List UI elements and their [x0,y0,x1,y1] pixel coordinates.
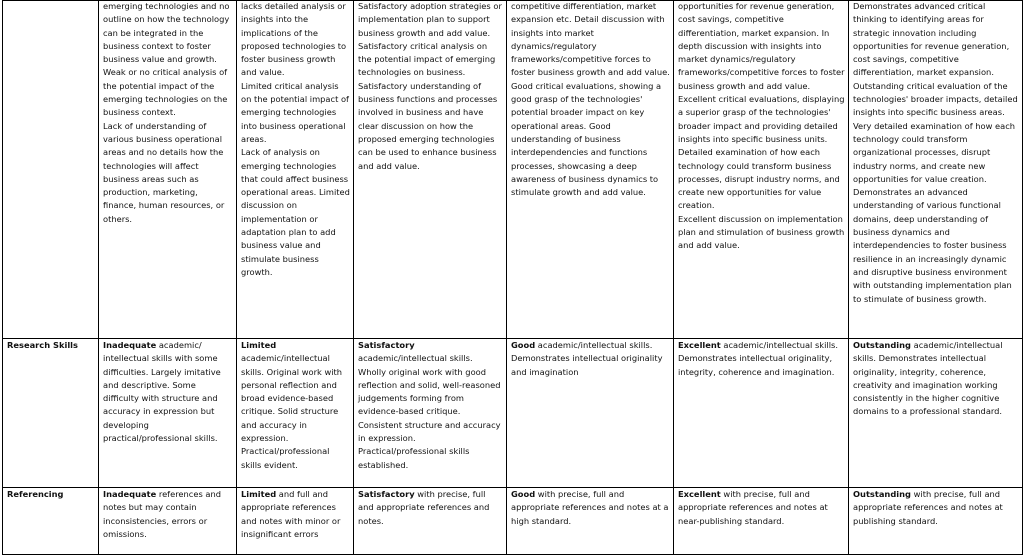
table-row [3,1,1023,339]
grade-cell-good [507,339,674,488]
grade-heading: Satisfactory [358,340,415,350]
cell-text: Demonstrates advanced critical thinking to identifying areas for strategic innovation including opportunities for revenue generation, cost savings, competitive differentiation, market expansion. Outstanding critical evaluation of the technologies' broader impacts, detailed insights into specific business areas. Very detailed examination of how each technology could transform organizational processes, disrupt industry norms, and create new opportunities for value creation. Demonstrates an advanced understanding of various functional domains, deep understanding of business dynamics and interdependencies to foster business resilience in an increasingly dynamic and disruptive business environment with outstanding implementation plan to stimulate of business growth. [853,1,1018,304]
criterion-label [3,1,99,339]
grade-text: academic/intellectual skills. Original work with personal reflection and broad evidence-based critique. Solid structure and accuracy in expression. Practical/professional skills evident. [241,353,343,470]
grade-cell-limited [237,488,354,555]
grade-cell-excellent [674,488,849,555]
grade-cell-outstanding [849,488,1023,555]
grade-cell-limited [237,1,354,339]
grade-heading: Outstanding [853,340,911,350]
grade-text: with precise, full and appropriate references and notes. [358,489,490,526]
grade-cell-inadequate [99,488,237,555]
grade-text: academic/intellectual skills. Demonstrates intellectual originality, integrity, coherence and imagination. [678,340,838,377]
grade-heading: Inadequate [103,489,157,499]
cell-text: emerging technologies and no outline on how the technology can be integrated in the business context to foster business value and growth. Weak or no critical analysis of the potential impact of the emerging technologies on the business context. Lack of understanding of various business operational areas and no details how the technologies will affect business areas such as production, marketing, finance, human resources, or others. [103,1,230,224]
grade-cell-satisfactory [354,339,507,488]
grade-heading: Satisfactory [358,489,415,499]
grade-text: with precise, full and appropriate references and notes at near-publishing standard. [678,489,828,526]
grade-heading: Excellent [678,340,721,350]
grade-text: and full and appropriate references and notes with minor or insignificant errors [241,489,341,539]
grade-cell-excellent [674,339,849,488]
grade-heading: Inadequate [103,340,157,350]
grade-text: references and notes but may contain inconsistencies, errors or omissions. [103,489,222,539]
grade-text: academic/ intellectual skills with some difficulties. Largely imitative and descriptive. Some difficulty with structure and accuracy in expression but developing practical/professional skills. [103,340,221,444]
criterion-label: Research Skills [3,339,99,488]
grade-text: with precise, full and appropriate references and notes at publishing standard. [853,489,1003,526]
grade-heading: Outstanding [853,489,911,499]
criterion-label: Referencing [3,488,99,555]
grade-text: academic/intellectual skills. Wholly original work with good reflection and solid, well-reasoned judgements forming from evidence-based critique. Consistent structure and accuracy in expression. Practical/professional skills established. [358,353,501,470]
grade-heading: Good [511,489,536,499]
grade-heading: Limited [241,489,277,499]
grade-cell-inadequate [99,1,237,339]
grade-text: with precise, full and appropriate references and notes at a high standard. [511,489,669,526]
grade-cell-good [507,1,674,339]
rubric-table [2,0,1023,555]
grade-text: academic/intellectual skills. Demonstrates intellectual originality and imagination [511,340,663,377]
cell-text: lacks detailed analysis or insights into the implications of the proposed technologies to foster business growth and value. Limited critical analysis on the potential impact of emerging technologies into business operational areas. Lack of analysis on emerging technologies that could affect business operational areas. Limited discussion on implementation or adaptation plan to add business value and stimulate business growth. [241,1,350,277]
grade-cell-satisfactory [354,488,507,555]
cell-text: Satisfactory adoption strategies or implementation plan to support business growth and add value. Satisfactory critical analysis on the potential impact of emerging technologies on business. Satisfactory understanding of business functions and processes involved in business and have clear discussion on how the proposed emerging technologies can be used to enhance business and add value. [358,1,502,171]
grade-text: academic/intellectual skills. Demonstrates intellectual originality, integrity, coherence, creativity and imagination working consistently in the higher cognitive domains to a professional standard. [853,340,1003,417]
grade-cell-limited [237,339,354,488]
grade-cell-excellent [674,1,849,339]
grade-heading: Good [511,340,536,350]
cell-text: competitive differentiation, market expansion etc. Detail discussion with insights into market dynamics/regulatory frameworks/competitive forces to foster business growth and add value. Good critical evaluations, showing a good grasp of the technologies' potential broader impact on key operational areas. Good understanding of business interdependencies and functions processes, showcasing a deep awareness of business dynamics to stimulate growth and add value. [511,1,670,198]
grade-heading: Excellent [678,489,721,499]
grade-cell-outstanding [849,1,1023,339]
grade-cell-satisfactory [354,1,507,339]
grade-cell-inadequate [99,339,237,488]
grade-cell-good [507,488,674,555]
table-row [3,488,1023,555]
grade-heading: Limited [241,340,277,350]
cell-text: opportunities for revenue generation, cost savings, competitive differentiation, market expansion. In depth discussion with insights into market dynamics/regulatory frameworks/competitive forces to foster business growth and add value. Excellent critical evaluations, displaying a superior grasp of the technologies' broader impact and providing detailed insights into specific business units. Detailed examination of how each technology could transform business processes, disrupt industry norms, and create new opportunities for value creation. Excellent discussion on implementation plan and stimulation of business growth and add value. [678,1,845,251]
table-row [3,339,1023,488]
grade-cell-outstanding [849,339,1023,488]
